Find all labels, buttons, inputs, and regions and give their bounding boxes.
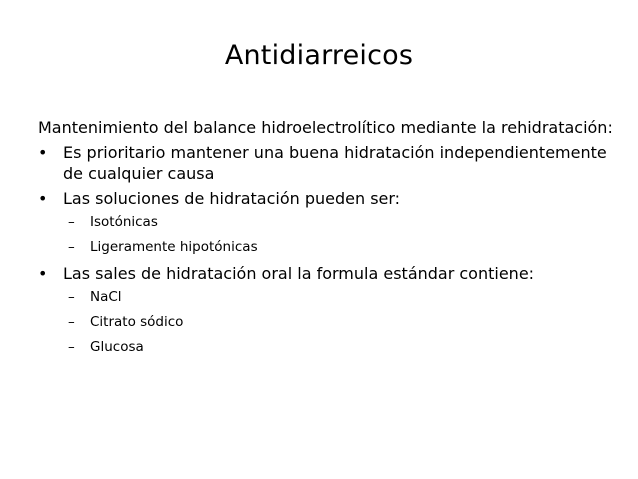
sub-bullet-text: Glucosa [90, 339, 144, 355]
sub-bullet-text: Isotónicas [90, 214, 158, 230]
bullet-icon: • [38, 143, 48, 162]
sub-bullet-item [38, 213, 618, 231]
bullet-text: Es prioritario mantener una buena hidratación independientemente de cualquier causa [63, 143, 607, 183]
sub-bullet-item [38, 238, 618, 256]
sub-bullet-item [38, 338, 618, 356]
dash-icon: – [68, 214, 75, 230]
slide-body [38, 117, 618, 363]
sub-bullet-item [38, 313, 618, 331]
dash-icon: – [68, 289, 75, 305]
bullet-text: Las sales de hidratación oral la formula estándar contiene: [63, 264, 535, 283]
dash-icon: – [68, 239, 75, 255]
bullet-icon: • [38, 189, 48, 208]
dash-icon: – [68, 314, 75, 330]
bullet-text: Las soluciones de hidratación pueden ser: [63, 189, 401, 208]
sub-bullet-text: NaCl [90, 289, 122, 305]
intro-paragraph [38, 117, 618, 138]
sub-bullet-item [38, 288, 618, 306]
slide-title: Antidiarreicos [224, 40, 414, 71]
bullet-item [38, 142, 618, 184]
sub-bullet-text: Citrato sódico [90, 314, 184, 330]
intro-text: Mantenimiento del balance hidroelectrolítico mediante la rehidratación: [38, 118, 613, 137]
bullet-icon: • [38, 264, 48, 283]
sub-bullet-text: Ligeramente hipotónicas [90, 239, 258, 255]
bullet-item [38, 263, 618, 284]
bullet-item [38, 188, 618, 209]
dash-icon: – [68, 339, 75, 355]
